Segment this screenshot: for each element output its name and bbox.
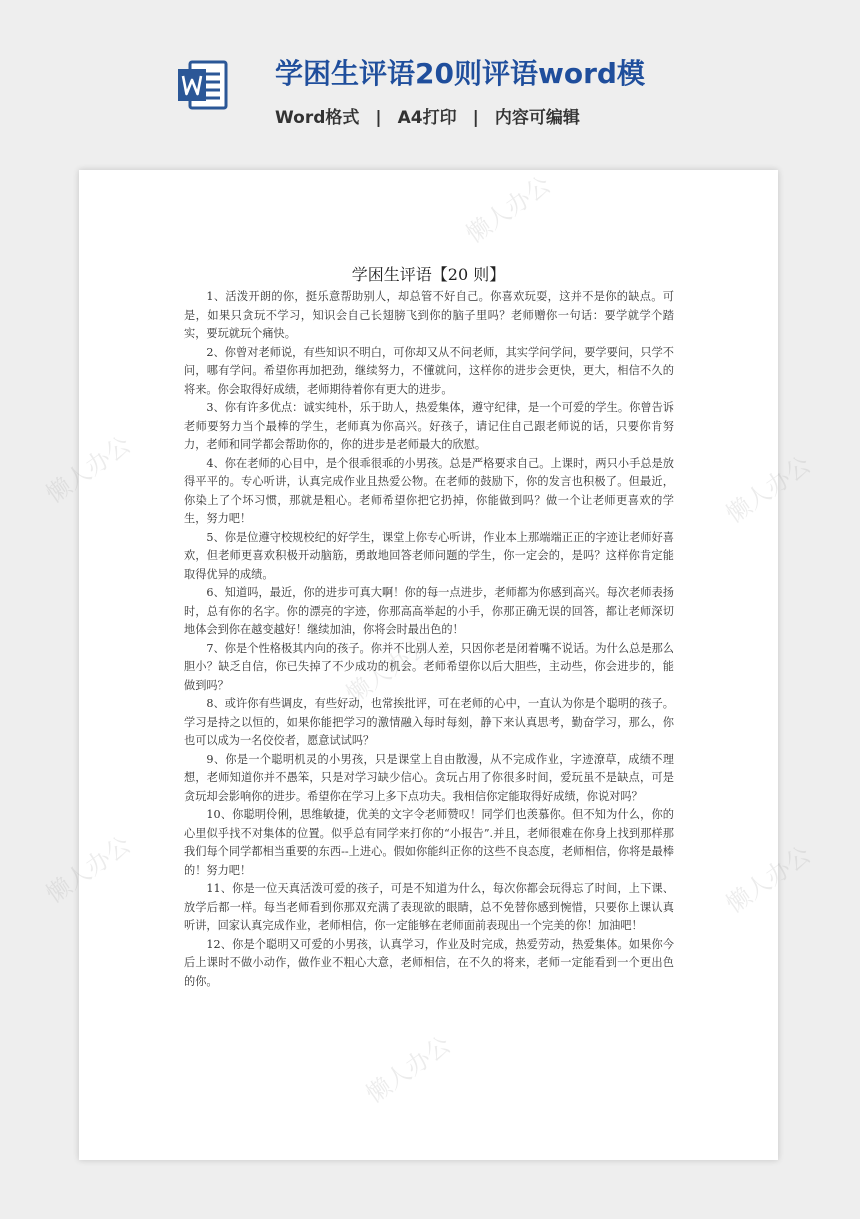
watermark: 懒人办公 bbox=[41, 830, 136, 909]
watermark: 懒人办公 bbox=[41, 430, 136, 509]
tag-a4-print: A4打印 bbox=[397, 108, 457, 128]
paragraph: 6、知道吗，最近，你的进步可真大啊！你的每一点进步，老师都为你感到高兴。每次老师表扬时，总有你的名字。你的漂亮的字迹，你那高高举起的小手，你那正确无误的回答，都让老师深切地体会到你在越变越好！继续加油，你将会时最出色的！ bbox=[184, 586, 674, 636]
tag-word-format: Word格式 bbox=[275, 108, 360, 128]
paragraph: 11、你是一位天真活泼可爱的孩子，可是不知道为什么，每次你都会玩得忘了时间，上下课、放学后都一样。每当老师看到你那双充满了表现欲的眼睛，总不免替你感到惋惜，只要你上课认真听讲，回家认真完成作业，老师相信，你一定能够在老师面前表现出一个完美的你！加油吧！ bbox=[184, 882, 674, 932]
word-doc-icon bbox=[176, 58, 230, 112]
format-tags bbox=[275, 103, 580, 128]
header bbox=[0, 0, 860, 160]
document-page bbox=[41, 170, 816, 1160]
paragraph: 10、你聪明伶俐，思维敏捷，优美的文字令老师赞叹！同学们也羡慕你。但不知为什么，你的心里似乎找不对集体的位置。似乎总有同学来打你的“小报告”.并且，老师很难在你身上找到那样那我们每个同学都相当重要的东西--上进心。假如你能纠正你的这些不良态度，老师相信，你将是最棒的！努力吧！ bbox=[184, 808, 674, 877]
page-title: 学困生评语20则评语word模 bbox=[275, 57, 645, 90]
paragraph: 4、你在老师的心目中，是个很乖很乖的小男孩。总是严格要求自己。上课时，两只小手总是放得平平的。专心听讲，认真完成作业且热爱公物。在老师的鼓励下，你的发言也积极了。但最近，你染上了个坏习惯，那就是粗心。老师希望你把它扔掉，你能做到吗？做一个让老师更喜欢的学生，努力吧！ bbox=[184, 456, 674, 525]
watermark: 懒人办公 bbox=[361, 1030, 456, 1109]
paragraph: 2、你曾对老师说，有些知识不明白，可你却又从不问老师，其实学问学问，要学要问，只学不问，哪有学问。希望你再加把劲，继续努力，不懂就问，这样你的进步会更快，更大，相信不久的将来。你会取得好成绩，老师期待着你有更大的进步。 bbox=[184, 345, 674, 396]
tag-separator: | bbox=[472, 108, 479, 128]
watermark: 懒人办公 bbox=[721, 450, 816, 529]
paragraph: 9、你是一个聪明机灵的小男孩，只是课堂上自由散漫，从不完成作业，字迹潦草，成绩不理想，老师知道你并不愚笨，只是对学习缺少信心。贪玩占用了你很多时间，爱玩虽不是缺点，可是贪玩却会影响你的进步。希望你在学习上多下点功夫。我相信你定能取得好成绩，你说对吗？ bbox=[184, 752, 674, 803]
paragraph: 8、或许你有些调皮，有些好动，也常挨批评，可在老师的心中，一直认为你是个聪明的孩子。学习是持之以恒的，如果你能把学习的激情融入每时每刻，静下来认真思考，勤奋学习，那么，你也可以成为一名佼佼者，愿意试试吗？ bbox=[184, 697, 674, 747]
paragraph: 12、你是个聪明又可爱的小男孩，认真学习，作业及时完成，热爱劳动，热爱集体。如果你今后上课时不做小动作，做作业不粗心大意，老师相信，在不久的将来，老师一定能看到一个更出色的你。 bbox=[184, 937, 674, 988]
paragraph: 7、你是个性格极其内向的孩子。你并不比别人差，只因你老是闭着嘴不说话。为什么总是那么胆小？缺乏自信，你已失掉了不少成功的机会。老师希望你以后大胆些，主动些，你会进步的，能做到吗？ bbox=[184, 641, 674, 692]
document-body bbox=[184, 288, 674, 991]
paragraph: 5、你是位遵守校规校纪的好学生，课堂上你专心听讲，作业本上那端端正正的字迹让老师好喜欢，但老师更喜欢积极开动脑筋，勇敢地回答老师问题的学生，你一定会的，是吗？这样你肯定能取得优异的成绩。 bbox=[184, 530, 674, 581]
watermark: 懒人办公 bbox=[461, 170, 556, 249]
watermark: 懒人办公 bbox=[721, 840, 816, 919]
paragraph: 3、你有许多优点：诚实纯朴，乐于助人，热爱集体，遵守纪律，是一个可爱的学生。你曾告诉老师要努力当个最棒的学生，老师真为你高兴。好孩子，请记住自己跟老师说的话，只要你肯努力，老师和同学都会帮助你的，你的进步是老师最大的欣慰。 bbox=[184, 401, 674, 451]
paragraph: 1、活泼开朗的你，挺乐意帮助别人，却总管不好自己。你喜欢玩耍，这并不是你的缺点。可是，如果只贪玩不学习，知识会自己长翅膀飞到你的脑子里吗？老师赠你一句话：要学就学个踏实，要玩就玩个痛快。 bbox=[184, 290, 674, 340]
tag-editable: 内容可编辑 bbox=[494, 108, 580, 128]
watermark: 懒人办公 bbox=[341, 630, 436, 709]
document-title: 学困生评语【20 则】 bbox=[351, 265, 506, 284]
tag-separator: | bbox=[375, 108, 382, 128]
